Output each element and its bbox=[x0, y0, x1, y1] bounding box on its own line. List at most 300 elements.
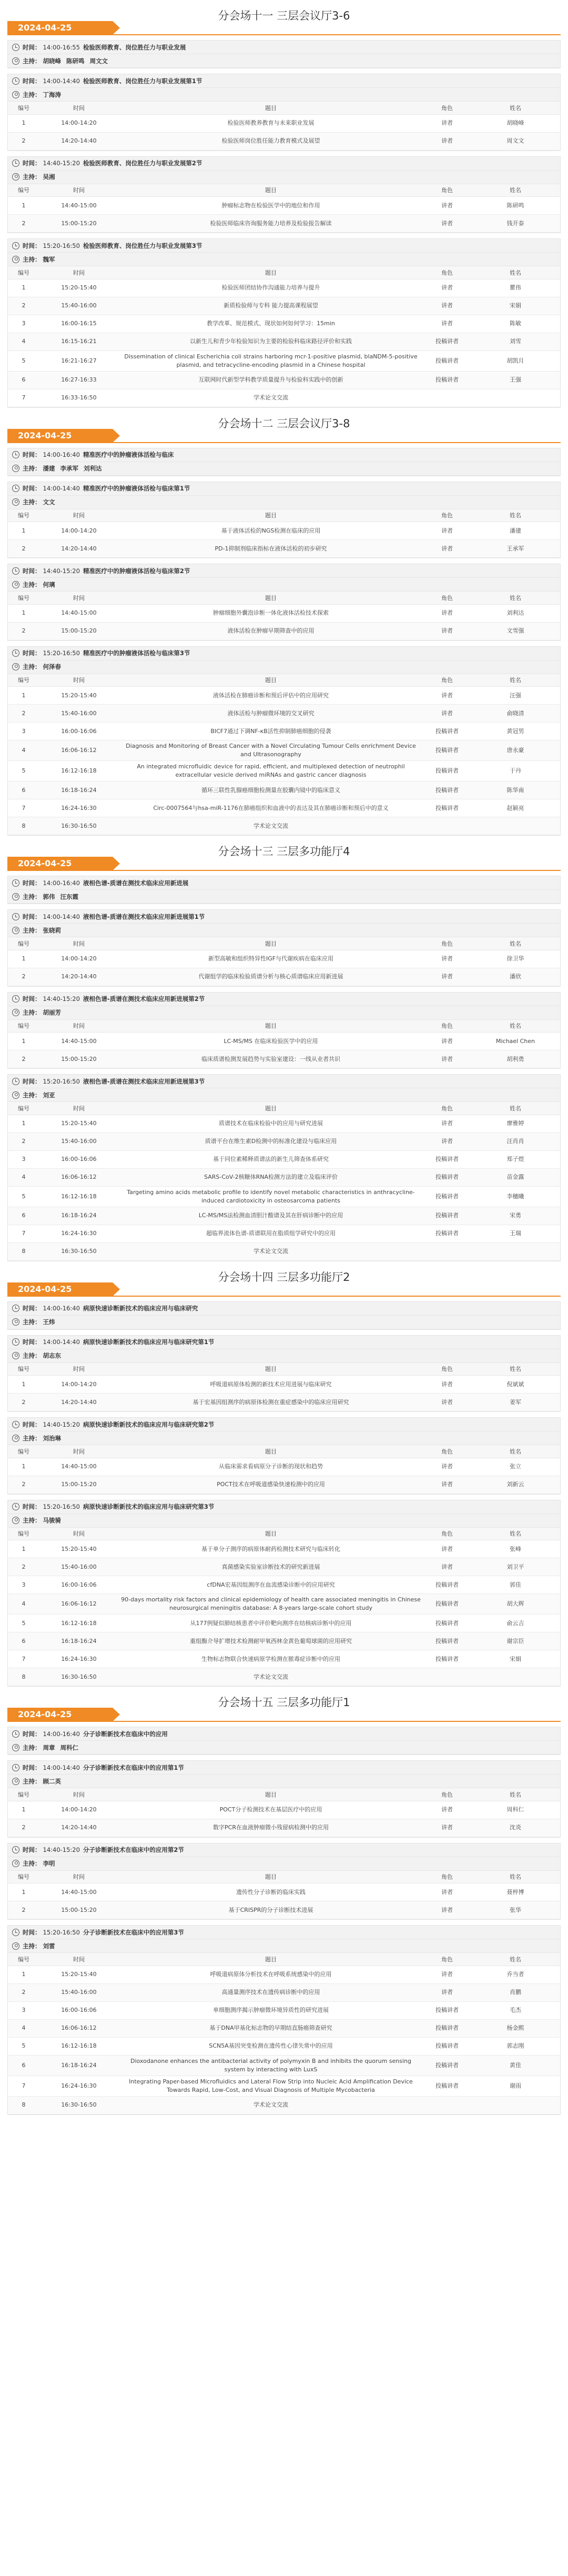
column-header: 题目 bbox=[118, 1020, 423, 1033]
row-title: 数字PCR在血液肿瘤微小残留病检测中的应用 bbox=[118, 1819, 423, 1837]
talks-table bbox=[8, 1363, 560, 1412]
column-header: 角色 bbox=[423, 937, 471, 950]
session-host-row bbox=[8, 1741, 560, 1755]
column-header: 时间 bbox=[39, 1445, 118, 1458]
clock-icon bbox=[12, 451, 19, 458]
row-role: 讲者 bbox=[423, 1540, 471, 1558]
time-prefix: 时间： bbox=[23, 567, 41, 575]
table-body bbox=[8, 114, 560, 150]
row-speaker bbox=[471, 817, 560, 835]
user-icon bbox=[12, 1318, 19, 1326]
row-speaker: 刘卫平 bbox=[471, 1558, 560, 1576]
table-row bbox=[8, 1050, 560, 1068]
time-prefix: 时间： bbox=[23, 451, 41, 458]
row-number: 5 bbox=[8, 761, 39, 781]
row-title: 质谱平台在维生素D检测中的标准化建设与临床应用 bbox=[118, 1132, 423, 1150]
row-time: 15:40-16:00 bbox=[39, 1132, 118, 1150]
header-row bbox=[8, 1871, 560, 1883]
session-theme: 精准医疗中的肿瘤液体活检与临床 bbox=[83, 451, 174, 458]
table-row bbox=[8, 350, 560, 371]
table-row bbox=[8, 2076, 560, 2096]
row-number: 7 bbox=[8, 2076, 39, 2096]
venue-header bbox=[7, 5, 561, 35]
talks-table bbox=[8, 509, 560, 558]
column-header: 题目 bbox=[118, 1445, 423, 1458]
row-number: 2 bbox=[8, 1394, 39, 1411]
host-prefix: 主持： bbox=[23, 1743, 41, 1751]
host-prefix: 主持： bbox=[23, 57, 41, 65]
user-icon bbox=[12, 57, 19, 65]
row-title: Circ-0007564与hsa-miR-1176在肺癌组织和血液中的表达及其在肺癌诊断和预后中的意义 bbox=[118, 799, 423, 817]
row-speaker: 张立 bbox=[471, 1458, 560, 1476]
row-number: 2 bbox=[8, 622, 39, 640]
table-row bbox=[8, 1132, 560, 1150]
table-row bbox=[8, 1150, 560, 1168]
table-body bbox=[8, 1540, 560, 1686]
session-host-row bbox=[8, 1857, 560, 1871]
session-time-row bbox=[8, 1500, 560, 1514]
row-title: 以新生儿和青少年检验知识为主要的检验科临床路径评价和实践 bbox=[118, 333, 423, 350]
column-header: 角色 bbox=[423, 1102, 471, 1115]
header-row bbox=[8, 1445, 560, 1458]
column-header: 角色 bbox=[423, 266, 471, 279]
session-block bbox=[7, 1760, 561, 1838]
session-time: 14:00-14:40 bbox=[43, 77, 80, 85]
host-prefix: 主持： bbox=[23, 1352, 41, 1359]
session-time: 15:20-16:50 bbox=[43, 649, 80, 657]
column-header: 角色 bbox=[423, 1528, 471, 1540]
session-time-row bbox=[8, 1926, 560, 1939]
chair-name: 何泽春 bbox=[43, 663, 61, 670]
session-time-row bbox=[8, 1843, 560, 1857]
row-title: 检验医师教养教育与未来职业发展 bbox=[118, 114, 423, 132]
session-time-row bbox=[8, 1302, 560, 1316]
row-number: 2 bbox=[8, 1901, 39, 1919]
column-header: 角色 bbox=[423, 1953, 471, 1966]
session-theme: 液相色谱-质谱在测技术临床应用新进展 bbox=[83, 879, 189, 887]
row-speaker: 文雪强 bbox=[471, 622, 560, 640]
user-icon bbox=[12, 1744, 19, 1751]
time-prefix: 时间： bbox=[23, 485, 41, 492]
session-theme: 精准医疗中的肿瘤液体活检与临床第2节 bbox=[83, 567, 190, 575]
table-row bbox=[8, 1115, 560, 1132]
row-number: 8 bbox=[8, 2096, 39, 2114]
session-time: 14:40-15:20 bbox=[43, 567, 80, 575]
row-title: LC-MS/MS 在临床检验医学中的应用 bbox=[118, 1033, 423, 1050]
row-number: 4 bbox=[8, 1594, 39, 1615]
row-number: 1 bbox=[8, 1458, 39, 1476]
chair-name: 李明 bbox=[43, 1860, 55, 1867]
talks-table bbox=[8, 1528, 560, 1687]
row-role: 讲者 bbox=[423, 1901, 471, 1919]
row-role: 投稿讲者 bbox=[423, 2019, 471, 2037]
row-speaker: 廖雅婷 bbox=[471, 1115, 560, 1132]
table-body bbox=[8, 1458, 560, 1494]
session-block bbox=[7, 564, 561, 641]
row-role: 投稿讲者 bbox=[423, 2037, 471, 2055]
time-prefix: 时间： bbox=[23, 913, 41, 920]
session-block bbox=[7, 1843, 561, 1920]
time-prefix: 时间： bbox=[23, 77, 41, 85]
session-time: 14:40-15:20 bbox=[43, 1420, 80, 1428]
column-header: 编号 bbox=[8, 1528, 39, 1540]
clock-icon bbox=[12, 1305, 19, 1312]
session-theme: 液相色谱-质谱在测技术临床应用新进展第3节 bbox=[83, 1077, 205, 1085]
time-prefix: 时间： bbox=[23, 1503, 41, 1510]
time-prefix: 时间： bbox=[23, 995, 41, 1003]
session-time-row bbox=[8, 564, 560, 578]
session-time-row bbox=[8, 910, 560, 924]
user-icon bbox=[12, 465, 19, 472]
host-prefix: 主持： bbox=[23, 1777, 41, 1785]
host-prefix: 主持： bbox=[23, 1009, 41, 1016]
user-icon bbox=[12, 256, 19, 263]
row-speaker: 黄佳 bbox=[471, 2055, 560, 2076]
column-header: 编号 bbox=[8, 1871, 39, 1883]
row-time: 14:40-15:00 bbox=[39, 1033, 118, 1050]
column-header: 题目 bbox=[118, 1871, 423, 1883]
session-time: 14:40-15:20 bbox=[43, 159, 80, 167]
row-title: An integrated microfluidic device for rapid, efficient, and multiplexed detection of neutrophil extracellular vesicle derived miRNAs and gastric cancer diagnosis bbox=[118, 761, 423, 781]
column-header: 编号 bbox=[8, 1363, 39, 1376]
table-row bbox=[8, 297, 560, 315]
table-head bbox=[8, 1953, 560, 1966]
table-head bbox=[8, 1871, 560, 1883]
session-block bbox=[7, 1925, 561, 2115]
row-title: 互联网时代新型学科教学质量提升与检验科实践中的创新 bbox=[118, 371, 423, 389]
session-time-row bbox=[8, 876, 560, 890]
row-role: 讲者 bbox=[423, 1394, 471, 1411]
table-row bbox=[8, 1225, 560, 1242]
row-role: 投稿讲者 bbox=[423, 761, 471, 781]
session-time: 14:00-14:40 bbox=[43, 913, 80, 920]
talks-table bbox=[8, 184, 560, 233]
session-time-row bbox=[8, 74, 560, 88]
row-title: 基于同位素稀释质谱法的新生儿筛查体系研究 bbox=[118, 1150, 423, 1168]
row-title: 呼吸道病原体分析技术在呼吸系统感染中的应用 bbox=[118, 1966, 423, 1983]
row-role: 投稿讲者 bbox=[423, 799, 471, 817]
session-time: 14:00-16:40 bbox=[43, 1305, 80, 1312]
row-number: 2 bbox=[8, 705, 39, 723]
table-row bbox=[8, 740, 560, 761]
talks-table bbox=[8, 1102, 560, 1261]
column-header: 题目 bbox=[118, 937, 423, 950]
table-head bbox=[8, 102, 560, 114]
row-number: 6 bbox=[8, 2055, 39, 2076]
talks-table bbox=[8, 592, 560, 640]
row-title: 基于单分子测序的病原体耐药检测技术研究与临床转化 bbox=[118, 1540, 423, 1558]
clock-icon bbox=[12, 1846, 19, 1853]
row-role: 投稿讲者 bbox=[423, 1576, 471, 1594]
session-theme: 分子诊断新技术在临床中的应用第2节 bbox=[83, 1846, 184, 1853]
row-speaker: 沈炎 bbox=[471, 1819, 560, 1837]
clock-icon bbox=[12, 1503, 19, 1510]
table-body bbox=[8, 1801, 560, 1837]
table-body bbox=[8, 687, 560, 835]
venue-header bbox=[7, 1692, 561, 1721]
time-prefix: 时间： bbox=[23, 1730, 41, 1738]
host-prefix: 主持： bbox=[23, 926, 41, 934]
row-time: 14:20-14:40 bbox=[39, 968, 118, 986]
row-number: 2 bbox=[8, 1132, 39, 1150]
host-prefix: 主持： bbox=[23, 255, 41, 263]
row-title: 肿瘤标志物在检验医学中的地位和作用 bbox=[118, 197, 423, 215]
row-role bbox=[423, 2096, 471, 2114]
session-time-row bbox=[8, 1336, 560, 1349]
row-time: 16:18-16:24 bbox=[39, 1632, 118, 1650]
table-row bbox=[8, 968, 560, 986]
row-title: 学术论文交流 bbox=[118, 389, 423, 407]
row-role: 讲者 bbox=[423, 1132, 471, 1150]
row-number: 2 bbox=[8, 1983, 39, 2001]
divider-line bbox=[7, 34, 561, 35]
talks-table bbox=[8, 937, 560, 986]
row-time: 16:00-16:06 bbox=[39, 2001, 118, 2019]
row-title: 学术论文交流 bbox=[118, 817, 423, 835]
row-speaker: 张峰 bbox=[471, 1540, 560, 1558]
row-speaker: 胡大辉 bbox=[471, 1594, 560, 1615]
row-title: 基于液体活检的NGS检测在临床的应用 bbox=[118, 522, 423, 540]
table-row bbox=[8, 2037, 560, 2055]
session-time: 15:20-16:50 bbox=[43, 1928, 80, 1936]
row-number: 5 bbox=[8, 2037, 39, 2055]
table-row bbox=[8, 1558, 560, 1576]
date-tag: 2024-04-25 bbox=[7, 21, 113, 35]
row-time: 15:00-15:20 bbox=[39, 1901, 118, 1919]
date-tag: 2024-04-25 bbox=[7, 857, 113, 870]
session-time: 14:00-14:40 bbox=[43, 1338, 80, 1346]
header-row bbox=[8, 1363, 560, 1376]
column-header: 角色 bbox=[423, 184, 471, 197]
table-row bbox=[8, 604, 560, 622]
row-number: 6 bbox=[8, 1632, 39, 1650]
row-title: 单细胞测序揭示肿瘤微环境异质性的研究进展 bbox=[118, 2001, 423, 2019]
row-number: 4 bbox=[8, 740, 39, 761]
chair-name: 周章 bbox=[43, 1743, 55, 1751]
row-role: 讲者 bbox=[423, 1458, 471, 1476]
column-header: 角色 bbox=[423, 509, 471, 522]
date-tag: 2024-04-25 bbox=[7, 429, 113, 443]
user-icon bbox=[12, 1009, 19, 1016]
column-header: 题目 bbox=[118, 1102, 423, 1115]
session-time: 14:00-16:40 bbox=[43, 451, 80, 458]
clock-icon bbox=[12, 1338, 19, 1346]
row-time: 15:40-16:00 bbox=[39, 705, 118, 723]
table-row bbox=[8, 1458, 560, 1476]
row-role: 讲者 bbox=[423, 687, 471, 705]
session-host-row bbox=[8, 496, 560, 509]
chair-name: 胡晓峰 bbox=[43, 57, 61, 65]
table-row bbox=[8, 723, 560, 740]
table-row bbox=[8, 1576, 560, 1594]
header-row bbox=[8, 1528, 560, 1540]
column-header: 编号 bbox=[8, 1953, 39, 1966]
session-block bbox=[7, 1417, 561, 1495]
row-number: 1 bbox=[8, 1540, 39, 1558]
table-row bbox=[8, 1033, 560, 1050]
row-speaker: 郭志刚 bbox=[471, 2037, 560, 2055]
row-role: 投稿讲者 bbox=[423, 1150, 471, 1168]
row-title: 遗传性分子诊断的临床实践 bbox=[118, 1883, 423, 1901]
chair-name: 陈研鸣 bbox=[66, 57, 85, 65]
session-time: 15:20-16:50 bbox=[43, 1077, 80, 1085]
session-time-row bbox=[8, 647, 560, 660]
column-header: 题目 bbox=[118, 1528, 423, 1540]
header-row bbox=[8, 1788, 560, 1801]
table-body bbox=[8, 1883, 560, 1919]
row-number: 3 bbox=[8, 315, 39, 333]
venue-title: 分会场十二 三层会议厅3-8 bbox=[218, 417, 350, 430]
row-time: 15:20-15:40 bbox=[39, 279, 118, 297]
clock-icon bbox=[12, 567, 19, 575]
row-speaker: 黄冠男 bbox=[471, 723, 560, 740]
row-speaker: 刘雪 bbox=[471, 333, 560, 350]
row-number: 8 bbox=[8, 817, 39, 835]
session-host-row bbox=[8, 253, 560, 266]
row-speaker: Michael Chen bbox=[471, 1033, 560, 1050]
host-prefix: 主持： bbox=[23, 663, 41, 670]
row-speaker: 王强 bbox=[471, 371, 560, 389]
host-prefix: 主持： bbox=[23, 498, 41, 506]
row-number: 2 bbox=[8, 1558, 39, 1576]
row-number: 7 bbox=[8, 389, 39, 407]
session-time-row bbox=[8, 1418, 560, 1431]
column-header: 时间 bbox=[39, 1020, 118, 1033]
talks-table bbox=[8, 266, 560, 407]
row-time: 14:20-14:40 bbox=[39, 1819, 118, 1837]
session-time: 14:40-15:20 bbox=[43, 1846, 80, 1853]
chair-name: 郭伟 bbox=[43, 893, 55, 900]
row-time: 14:40-15:00 bbox=[39, 197, 118, 215]
row-speaker: 郭佳 bbox=[471, 1576, 560, 1594]
clock-icon bbox=[12, 77, 19, 85]
column-header: 题目 bbox=[118, 102, 423, 114]
row-speaker: 唐永豪 bbox=[471, 740, 560, 761]
row-title: 学术论文交流 bbox=[118, 1668, 423, 1686]
session-theme: 精准医疗中的肿瘤液体活检与临床第1节 bbox=[83, 485, 190, 492]
row-time: 14:00-14:20 bbox=[39, 950, 118, 968]
session-theme: 病原快速诊断新技术的临床应用与临床研究第2节 bbox=[83, 1420, 215, 1428]
row-speaker: 俞晓清 bbox=[471, 705, 560, 723]
row-role bbox=[423, 389, 471, 407]
talks-table bbox=[8, 1020, 560, 1069]
table-body bbox=[8, 1966, 560, 2114]
column-header: 姓名 bbox=[471, 674, 560, 687]
row-role: 投稿讲者 bbox=[423, 2076, 471, 2096]
chair-name: 何璃 bbox=[43, 580, 55, 588]
row-time: 16:30-16:50 bbox=[39, 1668, 118, 1686]
chair-name: 刘雷 bbox=[43, 1942, 55, 1950]
chair-name: 丁海涛 bbox=[43, 91, 61, 98]
row-title: 学术论文交流 bbox=[118, 2096, 423, 2114]
session-time-row bbox=[8, 1075, 560, 1088]
row-title: 高通量测序技术在遗传病诊断中的应用 bbox=[118, 1983, 423, 2001]
row-time: 16:06-16:12 bbox=[39, 1594, 118, 1615]
table-row bbox=[8, 705, 560, 723]
session-block bbox=[7, 40, 561, 68]
table-row bbox=[8, 1668, 560, 1686]
session-host-row bbox=[8, 1349, 560, 1363]
chair-name: 潘建 bbox=[43, 465, 55, 472]
row-role: 讲者 bbox=[423, 1801, 471, 1819]
row-speaker: 周科仁 bbox=[471, 1801, 560, 1819]
session-block bbox=[7, 448, 561, 476]
venue-title: 分会场十一 三层会议厅3-6 bbox=[218, 9, 350, 22]
column-header: 题目 bbox=[118, 184, 423, 197]
session-time: 14:00-16:40 bbox=[43, 879, 80, 887]
row-speaker: 刘新云 bbox=[471, 1476, 560, 1494]
column-header: 时间 bbox=[39, 1953, 118, 1966]
row-time: 15:20-15:40 bbox=[39, 687, 118, 705]
row-number: 8 bbox=[8, 1668, 39, 1686]
venue-title: 分会场十三 三层多功能厅4 bbox=[218, 845, 350, 858]
session-host-row bbox=[8, 171, 560, 184]
column-header: 编号 bbox=[8, 509, 39, 522]
date-tag: 2024-04-25 bbox=[7, 1708, 113, 1721]
row-time: 16:00-16:06 bbox=[39, 1150, 118, 1168]
table-head bbox=[8, 1445, 560, 1458]
time-prefix: 时间： bbox=[23, 1305, 41, 1312]
column-header: 编号 bbox=[8, 102, 39, 114]
divider-line bbox=[7, 442, 561, 443]
row-role: 讲者 bbox=[423, 297, 471, 315]
header-row bbox=[8, 1020, 560, 1033]
row-title: 基于宏基因组测序的病原体检测在重症感染中的临床应用研究 bbox=[118, 1394, 423, 1411]
chair-name: 顾二英 bbox=[43, 1777, 61, 1785]
session-time: 14:00-14:40 bbox=[43, 485, 80, 492]
row-role: 讲者 bbox=[423, 114, 471, 132]
row-role: 讲者 bbox=[423, 197, 471, 215]
row-time: 15:40-16:00 bbox=[39, 1983, 118, 2001]
row-role: 投稿讲者 bbox=[423, 723, 471, 740]
row-number: 3 bbox=[8, 723, 39, 740]
row-time: 14:00-14:20 bbox=[39, 1801, 118, 1819]
row-role: 讲者 bbox=[423, 950, 471, 968]
column-header: 编号 bbox=[8, 1788, 39, 1801]
session-host-row bbox=[8, 1316, 560, 1329]
row-role: 讲者 bbox=[423, 540, 471, 558]
row-time: 16:18-16:24 bbox=[39, 781, 118, 799]
row-time: 16:00-16:15 bbox=[39, 315, 118, 333]
column-header: 时间 bbox=[39, 102, 118, 114]
table-head bbox=[8, 674, 560, 687]
session-time: 14:40-15:20 bbox=[43, 995, 80, 1003]
row-role: 讲者 bbox=[423, 968, 471, 986]
session-block bbox=[7, 1727, 561, 1755]
table-row bbox=[8, 371, 560, 389]
session-host-row bbox=[8, 1939, 560, 1953]
session-block bbox=[7, 1500, 561, 1687]
row-title: 肿瘤细胞外囊泡诊断一体化液体活检技术探索 bbox=[118, 604, 423, 622]
row-role: 投稿讲者 bbox=[423, 333, 471, 350]
row-time: 16:24-16:30 bbox=[39, 1650, 118, 1668]
row-time: 16:21-16:27 bbox=[39, 350, 118, 371]
session-host-row bbox=[8, 1775, 560, 1788]
session-block bbox=[7, 238, 561, 408]
chair-name: 周科仁 bbox=[60, 1743, 78, 1751]
row-title: 从临床需求看病原分子诊断的现状和趋势 bbox=[118, 1458, 423, 1476]
row-speaker: 潘建 bbox=[471, 522, 560, 540]
column-header: 编号 bbox=[8, 674, 39, 687]
row-time: 16:06-16:12 bbox=[39, 740, 118, 761]
venue-section bbox=[7, 1267, 561, 1687]
session-block bbox=[7, 156, 561, 234]
host-prefix: 主持： bbox=[23, 173, 41, 181]
user-icon bbox=[12, 927, 19, 934]
chair-name: 刘治琳 bbox=[43, 1434, 61, 1442]
session-theme: 检验医师教育、岗位胜任力与职业发展第2节 bbox=[83, 159, 202, 167]
session-time: 15:20-16:50 bbox=[43, 242, 80, 249]
